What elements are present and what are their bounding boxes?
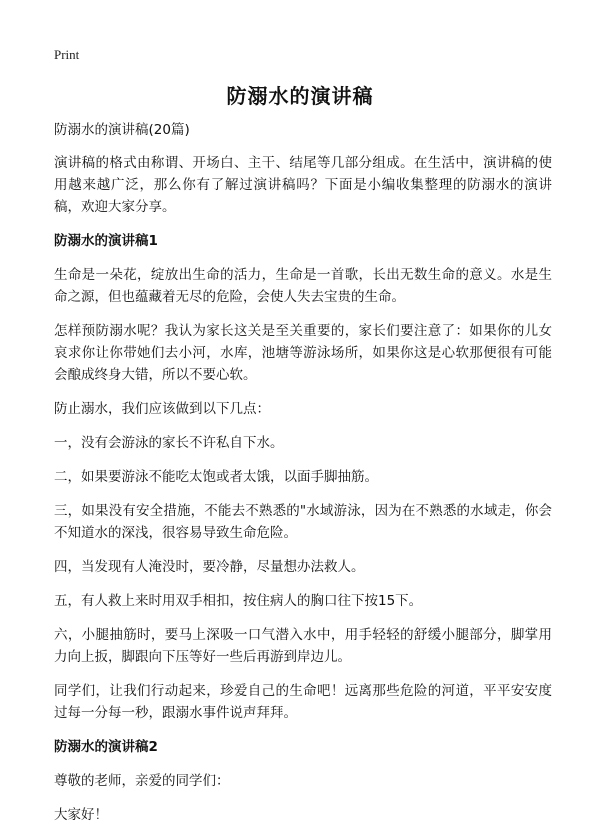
section-paragraph: 怎样预防溺水呢？我认为家长这关是至关重要的，家长们要注意了：如果你的儿女哀求你让你带她们去小河，水库，池塘等游泳场所，如果你这是心软那便很有可能会酿成终身大错，所以不要心软。: [54, 323, 552, 383]
section-paragraph: 防止溺水，我们应该做到以下几点：: [54, 401, 270, 417]
section-paragraph: 六，小腿抽筋时，要马上深吸一口气潜入水中，用手轻轻的舒缓小腿部分，脚掌用力向上扳，脚跟向下压等好一些后再游到岸边儿。: [54, 627, 552, 665]
document-subtitle: 防溺水的演讲稿(20篇): [54, 122, 190, 138]
section-paragraph: 二，如果要游泳不能吃太饱或者太饿，以面手脚抽筋。: [54, 469, 378, 485]
intro-paragraph: 演讲稿的格式由称谓、开场白、主干、结尾等几部分组成。在生活中，演讲稿的使用越来越广泛，那么你有了解过演讲稿吗？下面是小编收集整理的防溺水的演讲稿，欢迎大家分享。: [54, 155, 552, 215]
section-paragraph: 同学们，让我们行动起来，珍爱自己的生命吧！远离那些危险的河道，平平安安度过每一分每一秒，跟溺水事件说声拜拜。: [54, 683, 552, 721]
print-link[interactable]: Print: [54, 47, 80, 62]
section-2: [54, 736, 552, 826]
section-paragraph: 四，当发现有人淹没时，要冷静，尽量想办法救人。: [54, 559, 365, 575]
section-paragraph: 三，如果没有安全措施，不能去不熟悉的"水域游泳，因为在不熟悉的水域走，你会不知道水的深浅，很容易导致生命危险。: [54, 503, 552, 541]
section-heading: 防溺水的演讲稿1: [54, 233, 158, 249]
section-heading: 防溺水的演讲稿2: [54, 739, 158, 755]
section-1: [54, 230, 552, 724]
section-paragraph: 尊敬的老师，亲爱的同学们：: [54, 773, 230, 789]
section-paragraph: 大家好！: [54, 807, 108, 823]
document-body: [54, 120, 552, 838]
section-paragraph: 五，有人救上来时用双手相扣，按住病人的胸口往下按15下。: [54, 593, 423, 609]
document-title: 防溺水的演讲稿: [226, 84, 374, 108]
section-paragraph: 生命是一朵花，绽放出生命的活力，生命是一首歌，长出无数生命的意义。水是生命之源，但也蕴藏着无尽的危险，会使人失去宝贵的生命。: [54, 267, 552, 305]
section-paragraph: 一，没有会游泳的家长不许私自下水。: [54, 435, 284, 451]
